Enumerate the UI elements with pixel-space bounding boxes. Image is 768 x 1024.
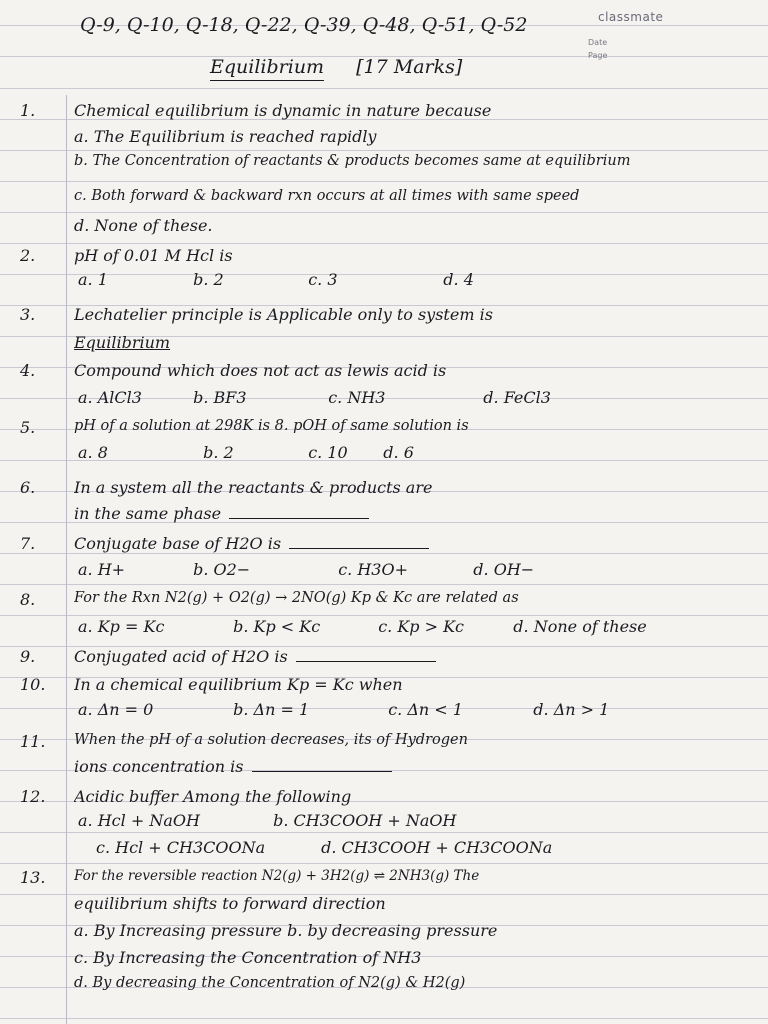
- question-1: [0, 101, 768, 129]
- question-text-part: Conjugate base of H2O is: [74, 534, 282, 553]
- options-row: [78, 700, 653, 719]
- question-number: 1.: [20, 101, 36, 120]
- options-row: [78, 811, 533, 830]
- question-13-option-ab: [0, 921, 768, 949]
- question-text-part: in the same phase: [74, 504, 222, 523]
- option-b: b. Kp < Kc: [233, 617, 321, 636]
- brand-date-page: [588, 36, 607, 62]
- question-text: [74, 757, 754, 776]
- question-7: [0, 534, 768, 562]
- option-c: c. 10: [308, 443, 348, 462]
- option-c: c. 3: [308, 270, 338, 289]
- question-text: [74, 647, 754, 666]
- question-3-line-2: [0, 333, 768, 361]
- question-refs: Q-9, Q-10, Q-18, Q-22, Q-39, Q-48, Q-51, Q-52: [80, 14, 528, 36]
- option-d: d. OH−: [473, 560, 535, 579]
- answer-blank: [229, 504, 369, 519]
- option-d: d. None of these: [513, 617, 647, 636]
- options-row: [78, 560, 583, 579]
- question-text: pH of a solution at 298K is 8. pOH of same solution is: [74, 418, 469, 434]
- question-6: [0, 478, 768, 506]
- question-text: Lechatelier principle is Applicable only to system is: [74, 305, 493, 324]
- question-5: [0, 418, 768, 446]
- option-a: a. Hcl + NaOH: [78, 811, 200, 830]
- question-text: Acidic buffer Among the following: [74, 787, 352, 806]
- question-text: equilibrium shifts to forward direction: [74, 894, 386, 913]
- question-number: 8.: [20, 590, 36, 609]
- question-text: Compound which does not act as lewis acid is: [74, 361, 447, 380]
- question-9: [0, 647, 768, 675]
- question-text: In a system all the reactants & products are: [74, 478, 433, 497]
- option-d: d. 6: [383, 443, 414, 462]
- question-number: 10.: [20, 675, 46, 694]
- option-a: a. 1: [78, 270, 108, 289]
- question-1-option-a: [0, 127, 768, 155]
- question-8-options: [0, 617, 768, 645]
- option-a: a. AlCl3: [78, 388, 142, 407]
- option-a: a. Δn = 0: [78, 700, 154, 719]
- question-text-part: Conjugated acid of H2O is: [74, 647, 288, 666]
- question-text: When the pH of a solution decreases, its of Hydrogen: [74, 732, 468, 748]
- question-10-options: [0, 700, 768, 728]
- option-a: a. H+: [78, 560, 126, 579]
- question-1-option-b: [0, 153, 768, 181]
- question-1-option-d: [0, 216, 768, 244]
- question-4: [0, 361, 768, 389]
- question-number: 4.: [20, 361, 36, 380]
- options-row: [78, 617, 673, 636]
- question-7-options: [0, 560, 768, 588]
- question-number: 5.: [20, 418, 36, 437]
- option-d: d. 4: [443, 270, 474, 289]
- question-3: [0, 305, 768, 333]
- question-text: [74, 504, 754, 523]
- question-number: 12.: [20, 787, 46, 806]
- question-text: Chemical equilibrium is dynamic in nature because: [74, 101, 492, 120]
- question-text: In a chemical equilibrium Kp = Kc when: [74, 675, 403, 694]
- option-text: b. The Concentration of reactants & products becomes same at equilibrium: [74, 153, 631, 169]
- question-5-options: [0, 443, 768, 471]
- option-c: c. H3O+: [338, 560, 408, 579]
- answer-blank: [289, 534, 429, 549]
- question-text: For the reversible reaction N2(g) + 3H2(g) ⇌ 2NH3(g) The: [74, 868, 480, 884]
- question-2-options: [0, 270, 768, 298]
- option-a: a. 8: [78, 443, 108, 462]
- question-1-option-c: [0, 188, 768, 216]
- question-text: For the Rxn N2(g) + O2(g) → 2NO(g) Kp & Kc are related as: [74, 590, 519, 606]
- question-number: 6.: [20, 478, 36, 497]
- option-c: c. Δn < 1: [388, 700, 463, 719]
- option-c: c. Hcl + CH3COONa: [96, 838, 266, 857]
- option-text: a. By Increasing pressure b. by decreasing pressure: [74, 921, 498, 940]
- question-11-line-2: [0, 757, 768, 785]
- option-b: b. BF3: [193, 388, 247, 407]
- option-d: d. Δn > 1: [533, 700, 610, 719]
- options-row: [96, 838, 621, 857]
- marks-text: [17 Marks]: [356, 56, 463, 78]
- option-text: c. By Increasing the Concentration of NH3: [74, 948, 422, 967]
- option-c: c. Kp > Kc: [378, 617, 465, 636]
- question-number: 7.: [20, 534, 36, 553]
- options-row: [78, 388, 593, 407]
- question-number: 11.: [20, 732, 46, 751]
- question-6-line-2: [0, 504, 768, 532]
- brand-logo: classmate: [598, 10, 664, 24]
- option-d: d. CH3COOH + CH3COONa: [321, 838, 553, 857]
- question-text: [74, 534, 754, 553]
- question-13-option-d: [0, 975, 768, 1003]
- question-text-part: ions concentration is: [74, 757, 244, 776]
- question-11: [0, 732, 768, 760]
- option-text: a. The Equilibrium is reached rapidly: [74, 127, 377, 146]
- option-b: b. Δn = 1: [233, 700, 310, 719]
- answer-blank: [252, 757, 392, 772]
- question-13-option-c: [0, 948, 768, 976]
- answer-blank: [296, 647, 436, 662]
- brand-page: Page: [588, 51, 608, 60]
- title-text: Equilibrium: [210, 56, 324, 81]
- option-c: c. NH3: [328, 388, 386, 407]
- question-text: pH of 0.01 M Hcl is: [74, 246, 233, 265]
- question-number: 2.: [20, 246, 36, 265]
- question-13-line-2: [0, 894, 768, 922]
- question-10: [0, 675, 768, 703]
- question-13: [0, 868, 768, 896]
- option-a: a. Kp = Kc: [78, 617, 165, 636]
- question-12-options-cd: [0, 838, 768, 866]
- option-b: b. 2: [193, 270, 224, 289]
- page-title: [210, 56, 462, 78]
- options-row: [78, 443, 443, 462]
- question-12-options-ab: [0, 811, 768, 839]
- option-text: c. Both forward & backward rxn occurs at all times with same speed: [74, 188, 580, 204]
- question-4-options: [0, 388, 768, 416]
- question-number: 3.: [20, 305, 36, 324]
- option-b: b. 2: [203, 443, 234, 462]
- option-b: b. O2−: [193, 560, 251, 579]
- option-text: d. None of these.: [74, 216, 213, 235]
- question-number: 13.: [20, 868, 46, 887]
- question-8: [0, 590, 768, 618]
- answer-text: Equilibrium: [74, 333, 171, 352]
- question-number: 9.: [20, 647, 36, 666]
- brand-date: Date: [588, 38, 608, 47]
- options-row: [78, 270, 553, 289]
- option-b: b. CH3COOH + NaOH: [273, 811, 457, 830]
- option-text: d. By decreasing the Concentration of N2(g) & H2(g): [74, 975, 466, 991]
- option-d: d. FeCl3: [483, 388, 551, 407]
